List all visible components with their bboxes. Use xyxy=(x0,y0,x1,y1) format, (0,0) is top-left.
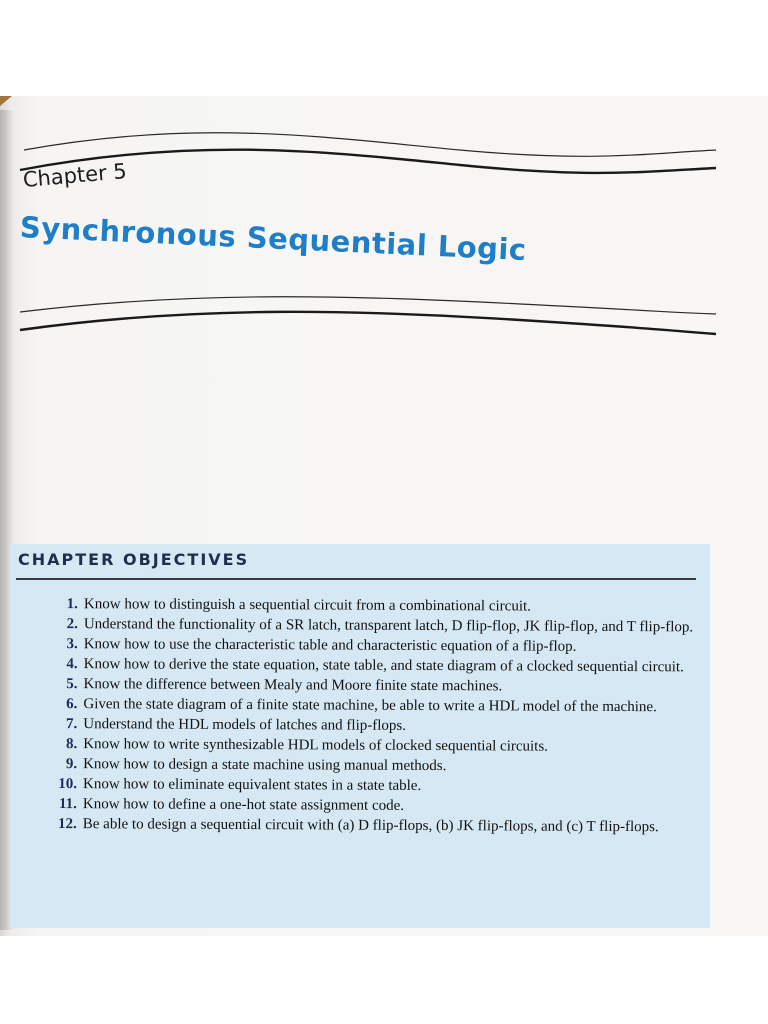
item-text: Know how to distinguish a sequential circuit from a combinational circuit. xyxy=(83,596,531,615)
item-text: Given the state diagram of a finite state machine, be able to write a HDL model of the machine. xyxy=(83,696,657,716)
item-text: Know how to derive the state equation, state table, and state diagram of a clocked sequential circuit. xyxy=(83,656,684,676)
item-number: 4. xyxy=(66,656,78,673)
item-number: 5. xyxy=(66,676,78,693)
item-number: 1. xyxy=(66,596,78,613)
item-number: 9. xyxy=(65,756,78,773)
item-number: 3. xyxy=(66,636,78,653)
item-text: Know how to write synthesizable HDL models of clocked sequential circuits. xyxy=(83,736,548,755)
item-number: 12. xyxy=(58,816,77,833)
chapter-label: Chapter 5 xyxy=(21,159,128,192)
top-rule-thin xyxy=(24,133,716,157)
item-number: 7. xyxy=(66,716,78,733)
item-text: Know how to eliminate equivalent states in a state table. xyxy=(82,776,422,794)
item-number: 10. xyxy=(58,776,78,793)
item-text: Know how to use the characteristic table and characteristic equation of a flip-flop. xyxy=(83,636,577,655)
item-text: Know how to define a one-hot state assignment code. xyxy=(82,796,405,814)
item-text: Know the difference between Mealy and Moore finite state machines. xyxy=(83,676,503,695)
item-text: Understand the HDL models of latches and flip-flops. xyxy=(83,716,407,734)
item-number: 2. xyxy=(66,616,78,633)
objectives-divider xyxy=(16,578,696,580)
objectives-heading: CHAPTER OBJECTIVES xyxy=(18,550,250,569)
chapter-title: Synchronous Sequential Logic xyxy=(19,210,528,267)
objectives-list xyxy=(47,594,708,837)
item-number: 11. xyxy=(58,796,77,813)
item-number: 6. xyxy=(66,696,78,713)
item-text: Know how to design a state machine using manual methods. xyxy=(83,756,447,775)
bottom-rule-thick xyxy=(20,312,716,334)
list-item xyxy=(47,814,707,837)
item-text: Be able to design a sequential circuit with (a) D flip-flops, (b) JK flip-flops, and (c) T flip-flops. xyxy=(82,816,659,836)
bottom-rule-thin xyxy=(20,297,716,314)
item-number: 8. xyxy=(65,736,78,753)
item-text: Understand the functionality of a SR latch, transparent latch, D flip-flop, JK flip-flop, and T flip-flop. xyxy=(83,616,694,636)
